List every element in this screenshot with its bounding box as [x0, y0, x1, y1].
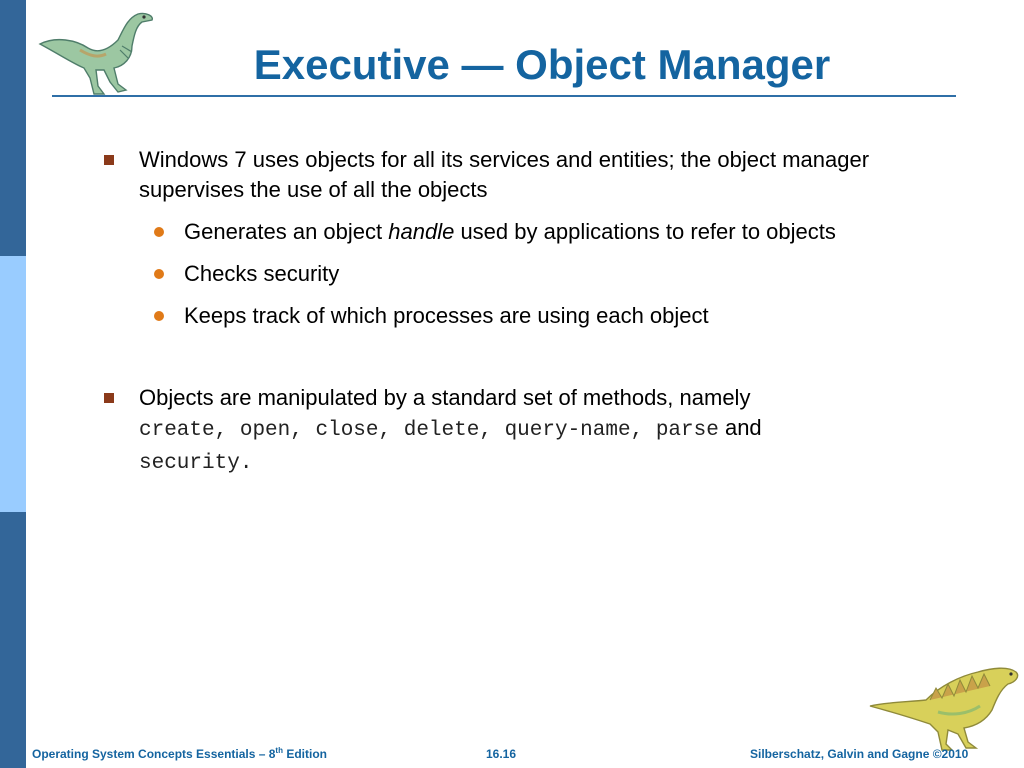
sub-bullet-2: Checks security: [184, 261, 340, 286]
method-separator: ,: [214, 419, 240, 442]
method-separator: ,: [290, 419, 316, 442]
sentence-end: .: [239, 452, 253, 475]
sub-bullet-3: Keeps track of which processes are using each object: [184, 303, 709, 328]
method-query-name: query-name: [504, 419, 631, 442]
slide-title: Executive — Object Manager: [253, 41, 831, 88]
sub-bullet-1-emphasis: handle: [388, 219, 455, 244]
bullet-dot-icon: [154, 269, 164, 279]
footer-course-title-post: Edition: [282, 747, 327, 761]
bullet-1-text: Windows 7 uses objects for all its services and entities; the object manager supervises the use of all the objects: [139, 147, 870, 202]
method-separator: ,: [378, 419, 404, 442]
left-bar-segment-dark-bottom: [0, 512, 26, 768]
bullet-square-icon: [104, 393, 114, 403]
title-divider: [52, 95, 956, 97]
method-separator: ,: [630, 419, 656, 442]
bullet-square-icon: [104, 155, 114, 165]
sub-bullet-1-pre: Generates an object: [184, 219, 389, 244]
dinosaur-bottom-icon: [868, 656, 1024, 752]
left-bar-segment-light: [0, 256, 26, 512]
method-create: create: [139, 419, 215, 442]
bullet-2-last: [139, 446, 919, 479]
left-color-bar: [0, 0, 26, 768]
bullet-2-intro: Objects are manipulated by a standard set of methods, namely: [139, 385, 751, 410]
method-delete: delete: [403, 419, 480, 442]
footer-course-title: [32, 746, 327, 762]
method-separator: ,: [479, 419, 505, 442]
sub-bullet-1-post: used by applications to refer to objects: [454, 219, 836, 244]
method-security: security: [139, 452, 240, 475]
bullet-dot-icon: [154, 311, 164, 321]
footer-copyright: Silberschatz, Galvin and Gagne ©2010: [750, 747, 969, 761]
method-open: open: [239, 419, 291, 442]
methods-conjunction: and: [724, 415, 762, 440]
bullet-2-text: [139, 383, 919, 479]
method-parse: parse: [655, 419, 719, 442]
sub-bullet-1: [184, 217, 836, 247]
left-bar-segment-dark-top: [0, 0, 26, 256]
footer-course-title-pre: Operating System Concepts Essentials – 8: [32, 747, 276, 761]
footer-course-title-sup: th: [275, 746, 283, 755]
footer-page-number: 16.16: [486, 747, 517, 761]
bullet-2-methods: [139, 413, 919, 446]
bullet-dot-icon: [154, 227, 164, 237]
method-close: close: [315, 419, 379, 442]
